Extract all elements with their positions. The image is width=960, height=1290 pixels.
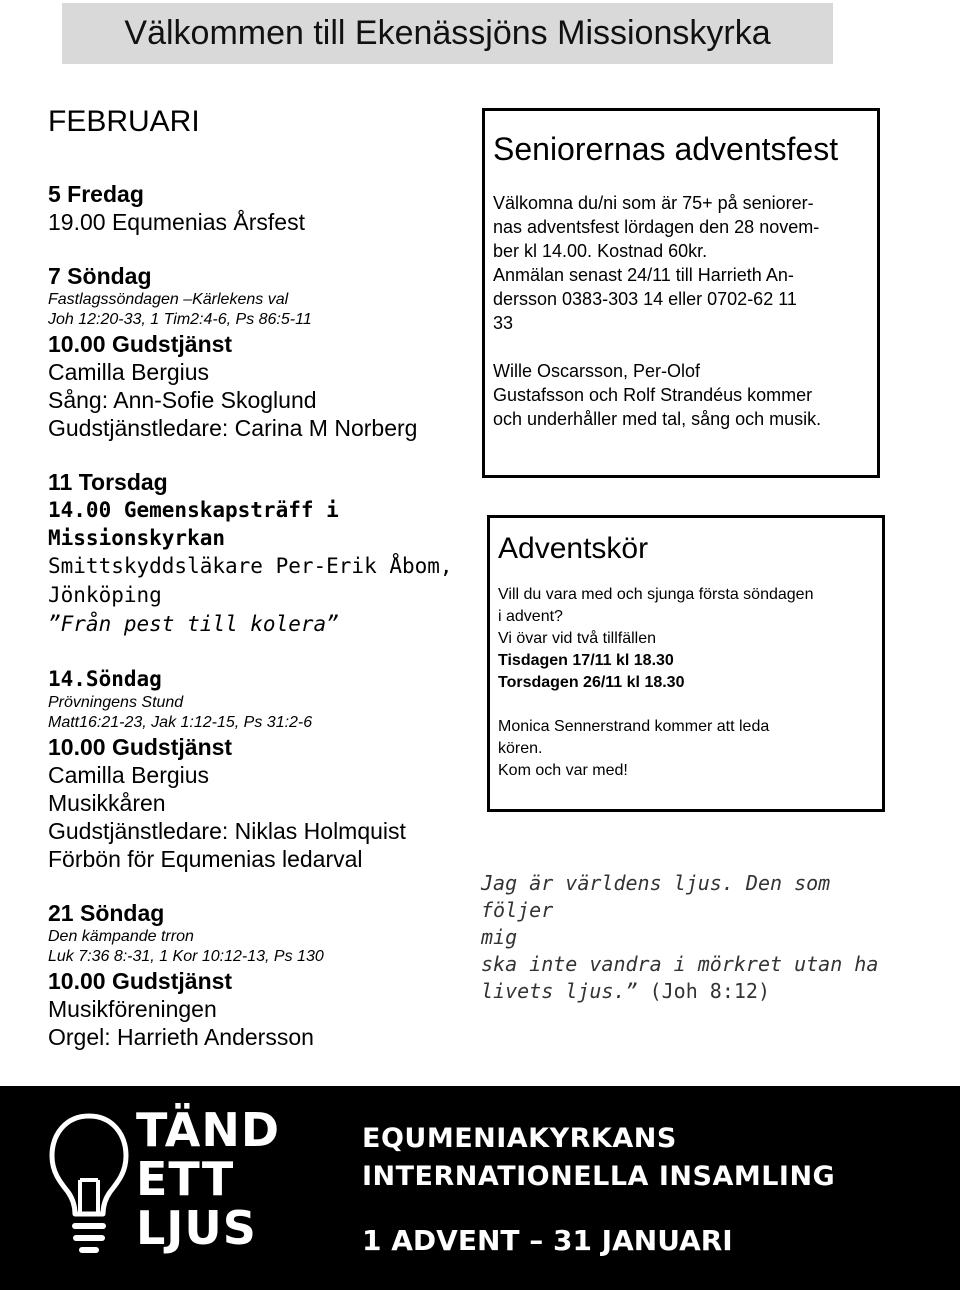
advent-choir-box xyxy=(487,515,885,812)
quote-line: mig xyxy=(481,925,518,949)
calendar-entry xyxy=(48,899,458,1051)
campaign-title-line: EQUMENIAKYRKANS xyxy=(362,1123,677,1154)
entry-line: ”Från pest till kolera” xyxy=(48,612,339,636)
box-paragraph xyxy=(498,716,874,782)
box-line: Vill du vara med och sjunga första söndagen xyxy=(498,586,814,603)
box-line: Kom och var med! xyxy=(498,762,628,779)
entry-day: 5 Fredag xyxy=(48,181,144,207)
rehearsal-date: Tisdagen 17/11 kl 18.30 xyxy=(498,652,674,669)
box-line: Vi övar vid två tillfällen xyxy=(498,630,656,647)
entry-day: 14.Söndag xyxy=(48,667,162,691)
calendar-column xyxy=(48,104,458,1051)
calendar-entry xyxy=(48,262,458,442)
box-title: Seniorernas adventsfest xyxy=(493,131,839,167)
box-line: ber kl 14.00. Kostnad 60kr. xyxy=(493,241,708,261)
box-paragraph xyxy=(493,191,869,335)
campaign-logo-text xyxy=(136,1103,281,1255)
entry-scripture: Luk 7:36 8:-31, 1 Kor 10:12-13, Ps 130 xyxy=(48,948,324,965)
entry-event: 10.00 Gudstjänst xyxy=(48,331,233,357)
entry-line: Jönköping xyxy=(48,583,162,607)
box-line: dersson 0383-303 14 eller 0702-62 11 xyxy=(493,289,797,309)
lightbulb-icon xyxy=(46,1110,132,1270)
box-line: Anmälan senast 24/11 till Harrieth An- xyxy=(493,265,794,285)
quote-line: Jag är världens ljus. Den som följer xyxy=(481,871,831,922)
logo-line: ETT xyxy=(136,1152,235,1206)
box-line: 33 xyxy=(493,313,514,333)
entry-theme: Den kämpande trron xyxy=(48,928,194,945)
entry-line: Camilla Bergius xyxy=(48,359,210,385)
entry-theme: Fastlagssöndagen –Kärlekens val xyxy=(48,291,289,308)
entry-event: 10.00 Gudstjänst xyxy=(48,734,233,760)
box-line: Gustafsson och Rolf Strandéus kommer xyxy=(493,385,813,405)
logo-line: TÄND xyxy=(136,1103,281,1157)
entry-day: 11 Torsdag xyxy=(48,469,168,495)
entry-line: Smittskyddsläkare Per-Erik Åbom, xyxy=(48,554,453,578)
entry-line: Förbön för Equmenias ledarval xyxy=(48,846,363,872)
entry-event: Missionskyrkan xyxy=(48,526,226,550)
box-line: Välkomna du/ni som är 75+ på seniorer- xyxy=(493,193,814,213)
box-title: Adventskör xyxy=(498,532,649,565)
month-heading: FEBRUARI xyxy=(48,105,200,138)
box-line: nas adventsfest lördagen den 28 novem- xyxy=(493,217,820,237)
entry-scripture: Matt16:21-23, Jak 1:12-15, Ps 31:2-6 xyxy=(48,714,313,731)
senior-advent-box xyxy=(482,108,880,478)
entry-event: 10.00 Gudstjänst xyxy=(48,968,233,994)
campaign-title-line: INTERNATIONELLA INSAMLING xyxy=(362,1161,836,1192)
entry-theme: Prövningens Stund xyxy=(48,694,184,711)
quote-line: ska inte vandra i mörkret utan ha xyxy=(481,952,879,976)
calendar-entry xyxy=(48,468,458,639)
calendar-entry xyxy=(48,180,458,236)
entry-scripture: Joh 12:20-33, 1 Tim2:4-6, Ps 86:5-11 xyxy=(48,311,312,328)
entry-day: 7 Söndag xyxy=(48,263,152,289)
fundraising-banner xyxy=(0,1086,960,1290)
entry-day: 21 Söndag xyxy=(48,900,165,926)
box-line: och underhåller med tal, sång och musik. xyxy=(493,409,822,429)
campaign-title xyxy=(362,1120,835,1196)
campaign-dates: 1 ADVENT – 31 JANUARI xyxy=(362,1224,733,1257)
rehearsal-date: Torsdagen 26/11 kl 18.30 xyxy=(498,674,685,691)
bible-quote xyxy=(481,870,901,1005)
box-line: Monica Sennerstrand kommer att leda xyxy=(498,718,770,735)
box-paragraph xyxy=(493,359,869,431)
entry-line: Gudstjänstledare: Niklas Holmquist xyxy=(48,818,406,844)
logo-line: LJUS xyxy=(136,1201,257,1255)
quote-reference: (Joh 8:12) xyxy=(637,979,770,1003)
box-line: i advent? xyxy=(498,608,563,625)
entry-line: Musikföreningen xyxy=(48,996,217,1022)
entry-line: Gudstjänstledare: Carina M Norberg xyxy=(48,415,418,441)
entry-line: Musikkåren xyxy=(48,790,166,816)
box-line: kören. xyxy=(498,740,543,757)
entry-line: Camilla Bergius xyxy=(48,762,210,788)
entry-line: Orgel: Harrieth Andersson xyxy=(48,1024,314,1050)
entry-line: Sång: Ann-Sofie Skoglund xyxy=(48,387,317,413)
quote-line: livets ljus.” xyxy=(481,979,638,1003)
box-paragraph xyxy=(498,584,874,694)
page-header xyxy=(62,3,833,64)
entry-event: 19.00 Equmenias Årsfest xyxy=(48,209,305,235)
page-title: Välkommen till Ekenässjöns Missionskyrka xyxy=(124,14,771,52)
box-line: Wille Oscarsson, Per-Olof xyxy=(493,361,701,381)
entry-event: 14.00 Gemenskapsträff i xyxy=(48,498,339,522)
calendar-entry xyxy=(48,665,458,873)
